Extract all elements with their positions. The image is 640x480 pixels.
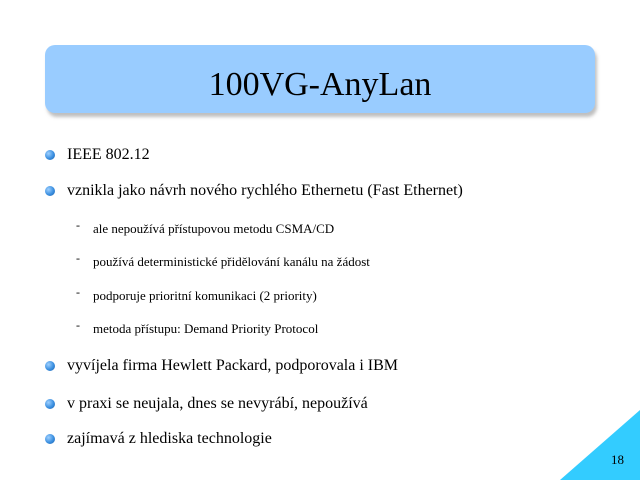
bullet-text: IEEE 802.12 [67,146,150,163]
bullet-text: vyvíjela firma Hewlett Packard, podporovala i IBM [67,357,399,374]
dash-marker: - [76,318,80,332]
blue-sphere-bullet-icon [45,361,55,371]
slide-title-box [45,45,595,113]
blue-sphere-bullet-icon [45,150,55,160]
sub-bullet-text: používá deterministické přidělování kanálu na žádost [93,254,370,269]
corner-accent-triangle [560,410,640,480]
sub-bullet-text: metoda přístupu: Demand Priority Protocol [93,321,319,336]
slide-title: 100VG-AnyLan [208,66,432,103]
sub-bullet-text: ale nepoužívá přístupovou metodu CSMA/CD [93,221,335,236]
page-number: 18 [611,452,624,467]
dash-marker: - [76,218,80,232]
bullet-text: zajímavá z hlediska technologie [67,430,272,447]
dash-marker: - [76,251,80,265]
sub-bullet-text: podporuje prioritní komunikaci (2 priority) [93,288,317,303]
blue-sphere-bullet-icon [45,186,55,196]
blue-sphere-bullet-icon [45,399,55,409]
blue-sphere-bullet-icon [45,434,55,444]
bullet-text: vznikla jako návrh nového rychlého Ethernetu (Fast Ethernet) [67,182,463,199]
bullet-text: v praxi se neujala, dnes se nevyrábí, nepoužívá [67,395,368,412]
dash-marker: - [76,285,80,299]
